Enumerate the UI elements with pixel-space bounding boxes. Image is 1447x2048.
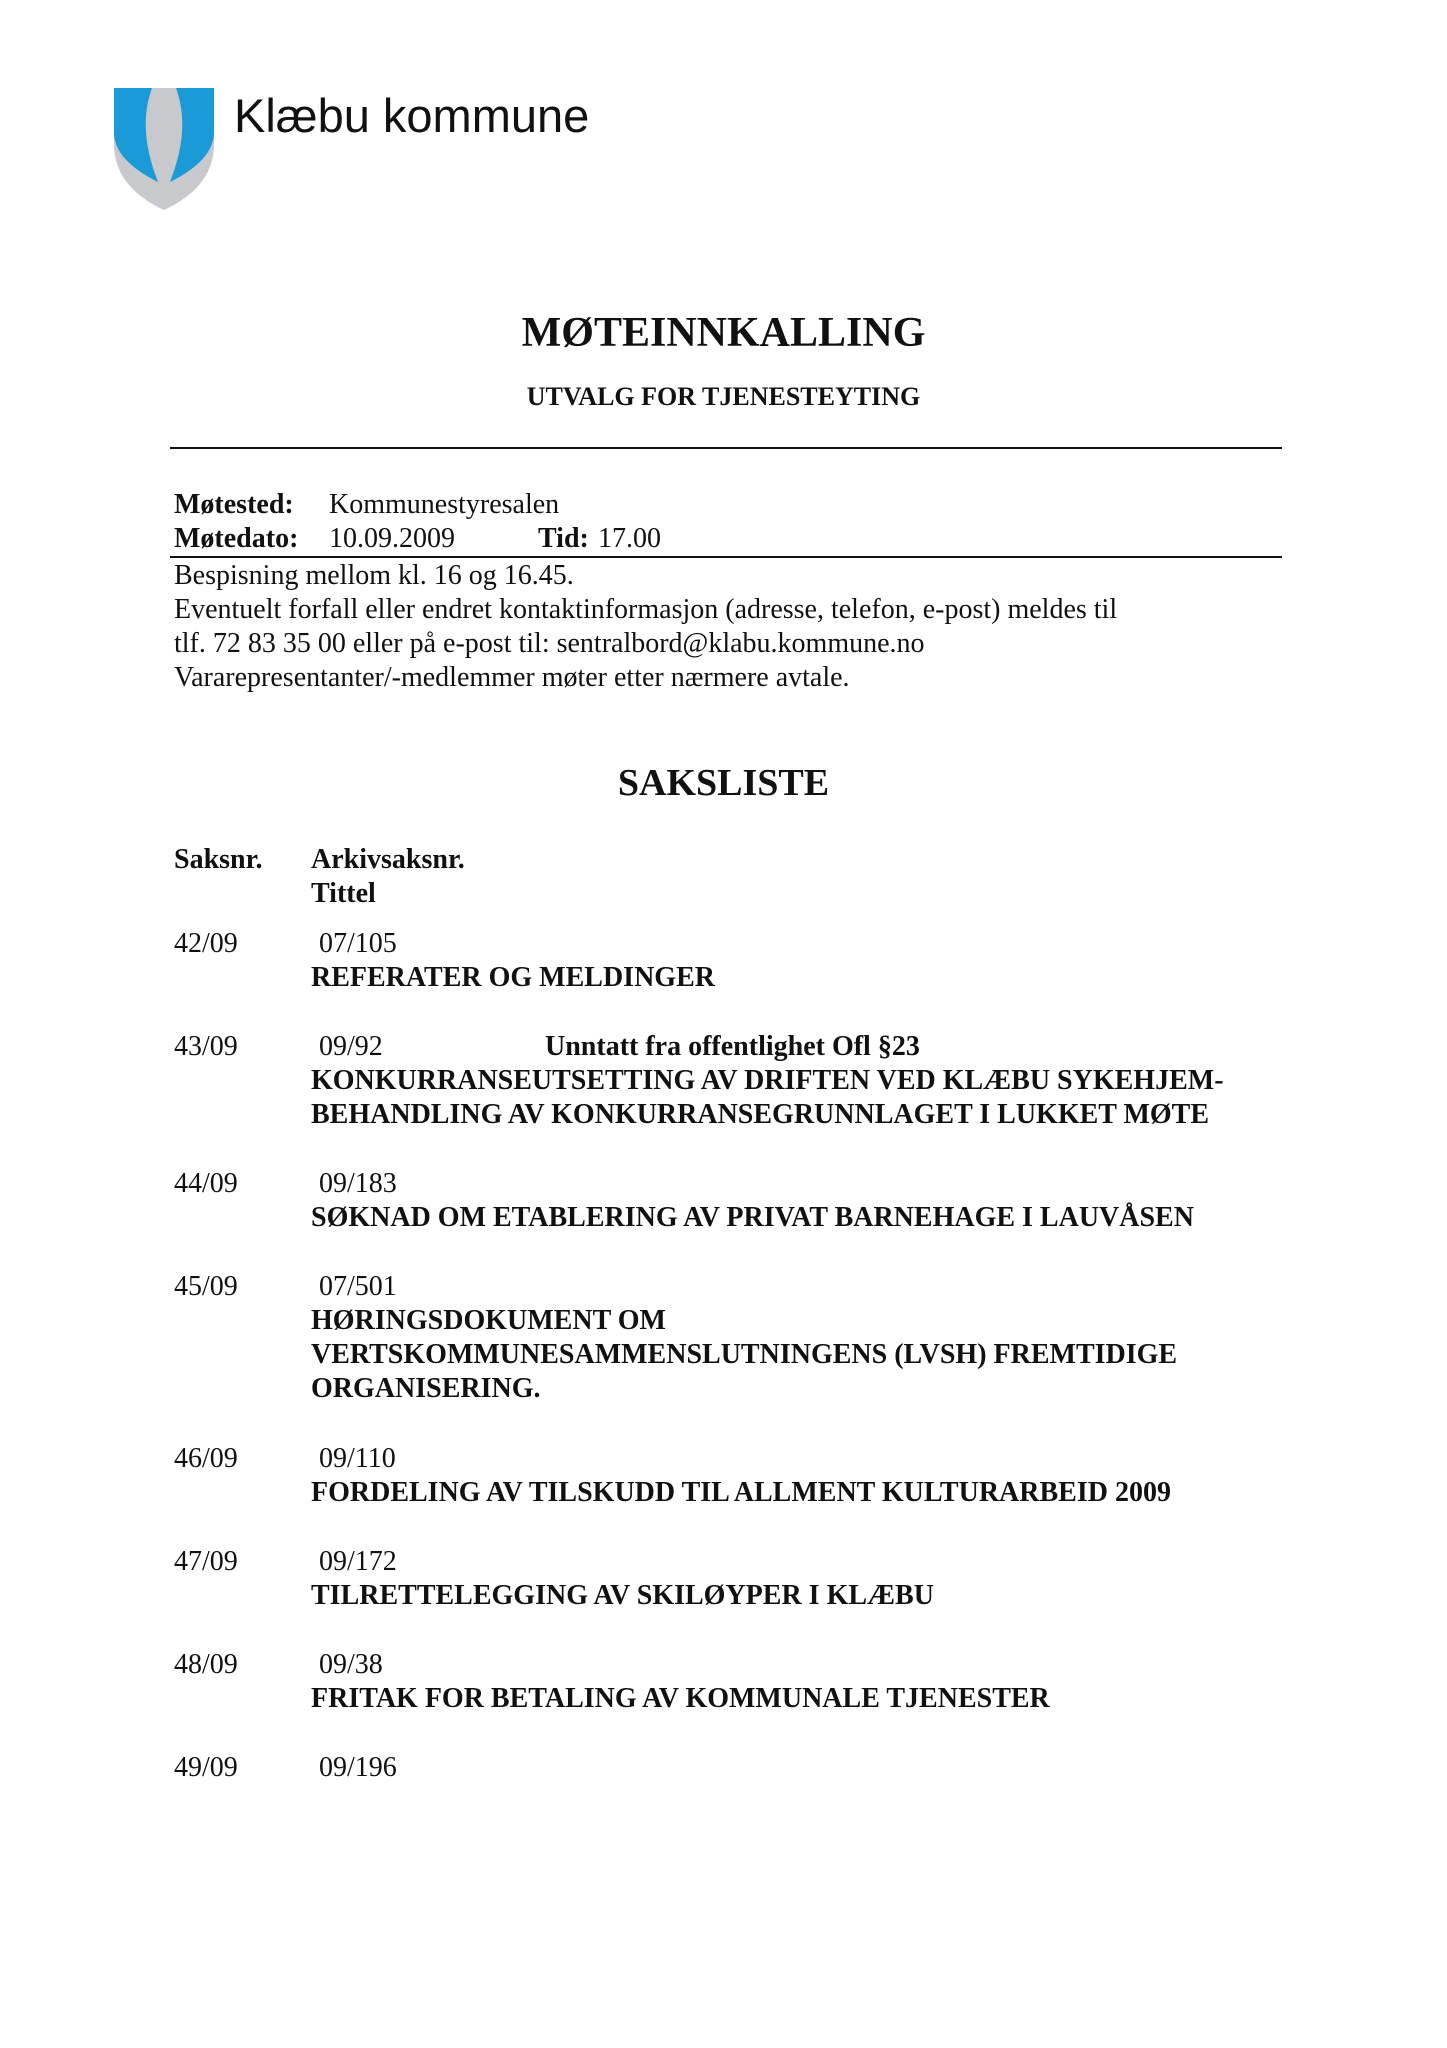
meeting-date-label: Møtedato: <box>174 523 299 554</box>
agenda-case-no: 49/09 <box>174 1752 238 1783</box>
meeting-time: 17.00 <box>598 523 661 554</box>
note-line: tlf. 72 83 35 00 eller på e-post til: sentralbord@klabu.kommune.no <box>174 628 925 659</box>
agenda-archive-no: 09/196 <box>319 1752 397 1783</box>
note-line: Bespisning mellom kl. 16 og 16.45. <box>174 560 574 591</box>
column-header-case-no: Saksnr. <box>174 844 263 875</box>
agenda-case-no: 43/09 <box>174 1031 238 1062</box>
agenda-archive-no: 07/105 <box>319 928 397 959</box>
column-header-archive-no: Arkivsaksnr. <box>311 844 465 875</box>
committee-name: UTVALG FOR TJENESTEYTING <box>526 382 921 411</box>
info-divider <box>170 556 1282 558</box>
agenda-case-title: SØKNAD OM ETABLERING AV PRIVAT BARNEHAGE I LAUVÅSEN <box>311 1202 1194 1233</box>
header-divider <box>170 447 1282 449</box>
agenda-title: SAKSLISTE <box>617 762 830 804</box>
agenda-archive-no: 09/183 <box>319 1168 397 1199</box>
meeting-location: Kommunestyresalen <box>329 489 560 520</box>
municipality-coat-of-arms <box>112 86 216 212</box>
municipality-name: Klæbu kommune <box>234 89 590 142</box>
agenda-case-title: HØRINGSDOKUMENT OM VERTSKOMMUNESAMMENSLUTNINGENS (LVSH) FREMTIDIGE ORGANISERING. <box>311 1305 1178 1404</box>
column-header-title: Tittel <box>311 878 376 909</box>
agenda-case-no: 44/09 <box>174 1168 238 1199</box>
exempt-from-public-notice: Unntatt fra offentlighet Ofl §23 <box>545 1031 920 1062</box>
meeting-location-label: Møtested: <box>174 489 294 520</box>
document-title: MØTEINNKALLING <box>521 310 926 356</box>
agenda-case-no: 47/09 <box>174 1546 238 1577</box>
agenda-case-no: 46/09 <box>174 1443 238 1474</box>
note-line: Vararepresentanter/-medlemmer møter etter nærmere avtale. <box>174 662 850 693</box>
agenda-case-title: REFERATER OG MELDINGER <box>311 962 715 993</box>
note-line: Eventuelt forfall eller endret kontaktinformasjon (adresse, telefon, e-post) meldes til <box>174 594 1118 625</box>
agenda-case-title: FRITAK FOR BETALING AV KOMMUNALE TJENESTER <box>311 1683 1050 1714</box>
agenda-case-no: 45/09 <box>174 1271 238 1302</box>
agenda-case-title: KONKURRANSEUTSETTING AV DRIFTEN VED KLÆBU SYKEHJEM- BEHANDLING AV KONKURRANSEGRUNNLAGET I LUKKET MØTE <box>311 1065 1224 1130</box>
meeting-time-label: Tid: <box>538 523 589 554</box>
agenda-archive-no: 09/92 <box>319 1031 383 1062</box>
agenda-case-no: 42/09 <box>174 928 238 959</box>
agenda-archive-no: 09/110 <box>319 1443 396 1474</box>
agenda-archive-no: 07/501 <box>319 1271 397 1302</box>
agenda-archive-no: 09/38 <box>319 1649 383 1680</box>
meeting-date: 10.09.2009 <box>329 523 455 554</box>
agenda-case-title: FORDELING AV TILSKUDD TIL ALLMENT KULTURARBEID 2009 <box>311 1477 1171 1508</box>
agenda-case-no: 48/09 <box>174 1649 238 1680</box>
agenda-case-title: TILRETTELEGGING AV SKILØYPER I KLÆBU <box>311 1580 934 1611</box>
agenda-archive-no: 09/172 <box>319 1546 397 1577</box>
